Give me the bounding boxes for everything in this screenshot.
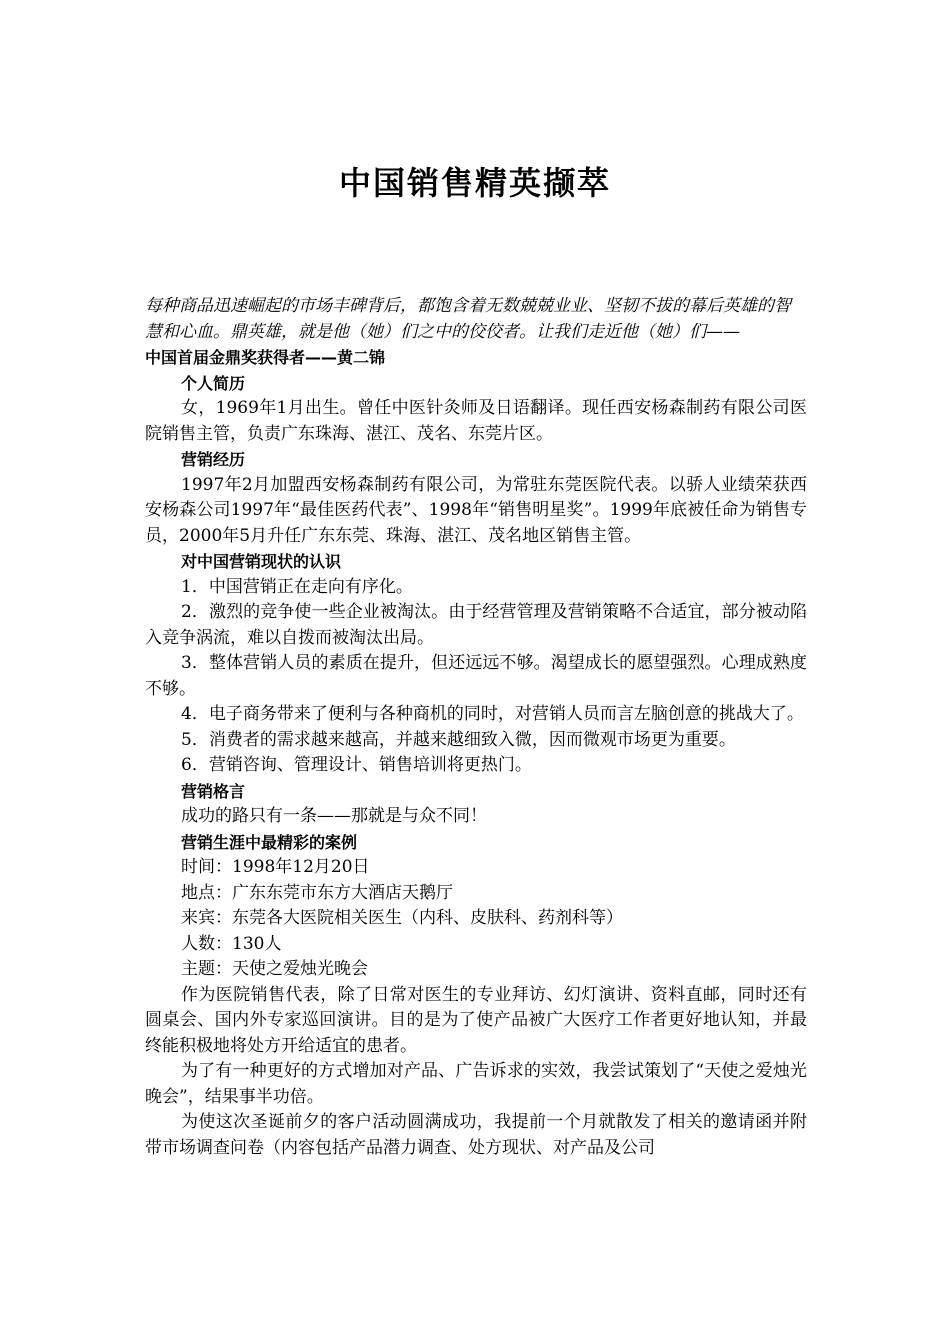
case-detail: 主题：天使之爱烛光晚会 <box>181 959 368 979</box>
document-title: 中国销售精英撷萃 <box>338 164 611 202</box>
intro-paragraph: 每种商品迅速崛起的市场丰碑背后，都饱含着无数兢兢业业、坚韧不拔的幕后英雄的智慧和心血。鼎英雄，就是他（她）们之中的佼佼者。让我们走近他（她）们—— <box>145 296 791 342</box>
views-item: 2．激烈的竞争使一些企业被淘汰。由于经营管理及营销策略不合适宜，部分被动陷入竞争涡流，难以自拨而被淘汰出局。 <box>145 602 807 648</box>
experience-heading: 营销经历 <box>181 450 246 469</box>
bio-text: 女，1969年1月出生。曾任中医针灸师及日语翻译。现任西安杨森制药有限公司医院销售主管，负责广东珠海、湛江、茂名、东莞片区。 <box>145 398 807 444</box>
winner-heading: 中国首届金鼎奖获得者——黄二锦 <box>145 348 386 367</box>
case-detail: 来宾：东莞各大医院相关医生（内科、皮肤科、药剂科等） <box>181 908 623 928</box>
views-item: 6．营销咨询、管理设计、销售培训将更热门。 <box>181 755 532 775</box>
case-detail: 人数：130人 <box>181 933 282 954</box>
case-paragraph: 为了有一种更好的方式增加对产品、广告诉求的实效，我尝试策划了“天使之爱烛光晚会”，结果事半功倍。 <box>145 1061 807 1107</box>
views-item: 5．消费者的需求越来越高，并越来越细致入微，因而微观市场更为重要。 <box>181 729 736 750</box>
views-heading: 对中国营销现状的认识 <box>181 552 342 571</box>
motto-text: 成功的路只有一条——那就是与众不同！ <box>181 806 487 826</box>
views-item: 1．中国营销正在走向有序化。 <box>181 576 413 597</box>
case-heading: 营销生涯中最精彩的案例 <box>181 832 358 852</box>
case-detail: 地点：广东东莞市东方大酒店天鹅厅 <box>181 882 453 903</box>
case-paragraph: 为使这次圣诞前夕的客户活动圆满成功，我提前一个月就散发了相关的邀请函并附带市场调查问卷（内容包括产品潜力调查、处方现状、对产品及公司 <box>145 1112 807 1158</box>
experience-text: 1997年2月加盟西安杨森制药有限公司，为常驻东莞医院代表。以骄人业绩荣获西安杨森公司1997年“最佳医药代表”、1998年“销售明星奖”。1999年底被任命为销售专员，2000年5月升任广东东莞、珠海、湛江、茂名地区销售主管。 <box>145 474 807 546</box>
bio-heading: 个人简历 <box>181 373 246 393</box>
views-item: 4．电子商务带来了便利与各种商机的同时，对营销人员而言左脑创意的挑战大了。 <box>181 704 804 724</box>
views-item: 3．整体营销人员的素质在提升，但还远远不够。渴望成长的愿望强烈。心理成熟度不够。 <box>145 653 807 699</box>
case-detail: 时间：1998年12月20日 <box>181 857 370 877</box>
motto-heading: 营销格言 <box>181 781 246 801</box>
case-paragraph: 作为医院销售代表，除了日常对医生的专业拜访、幻灯演讲、资料直邮，同时还有圆桌会、国内外专家巡回演讲。目的是为了使产品被广大医疗工作者更好地认知，并最终能积极地将处方开给适宜的患者。 <box>145 984 807 1056</box>
document-body <box>145 294 807 1161</box>
